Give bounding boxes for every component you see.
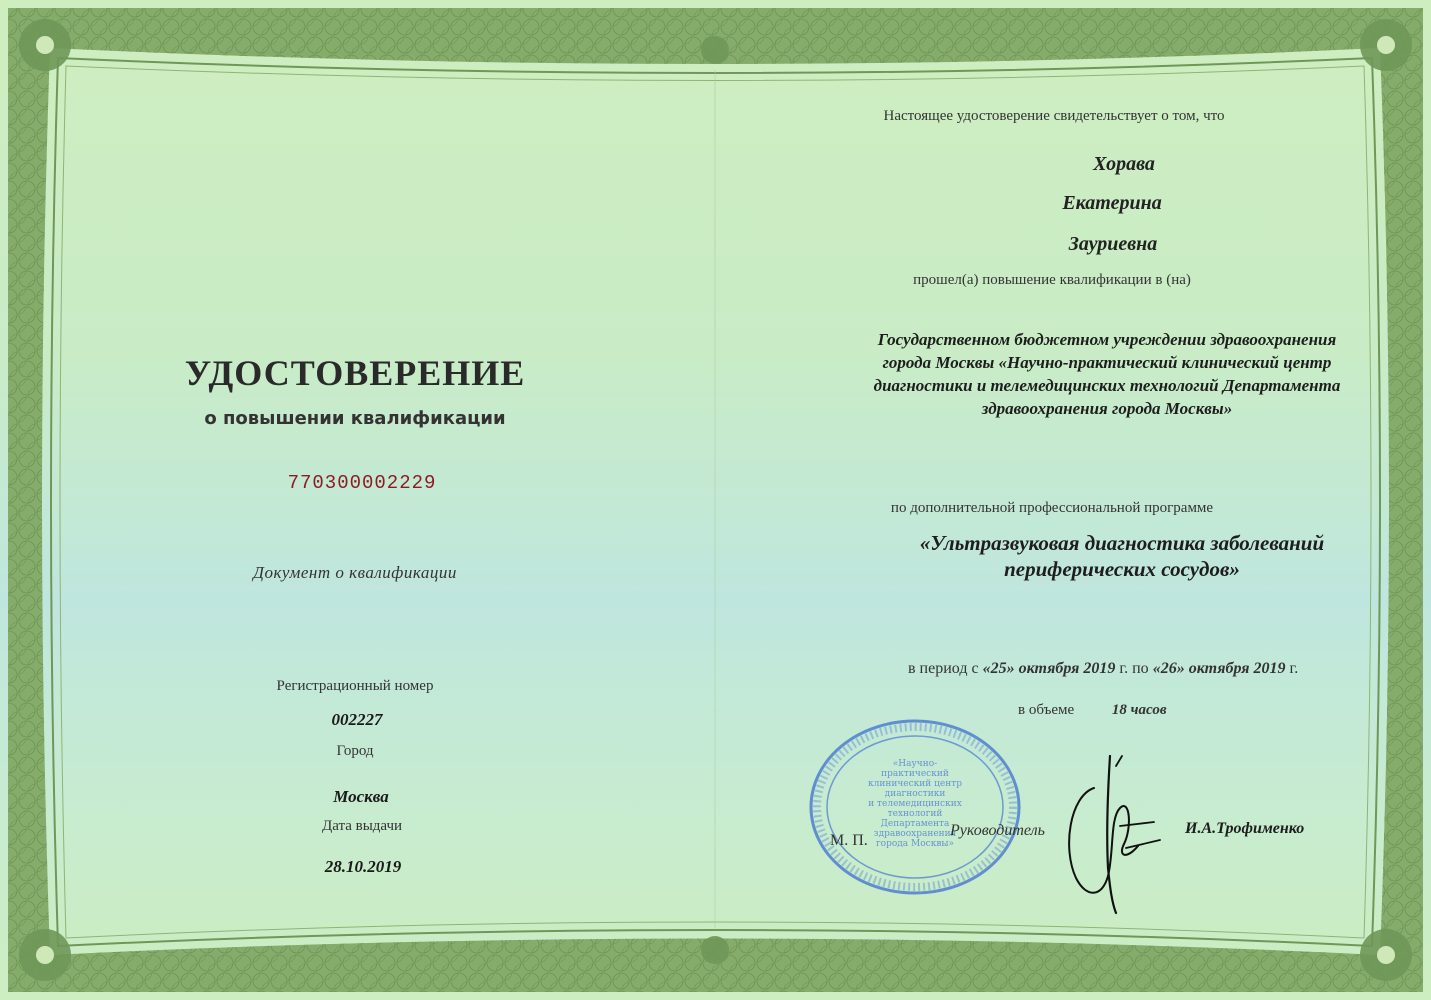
program-line: «Ультразвуковая диагностика заболеваний — [919, 531, 1325, 555]
intro-text: Настоящее удостоверение свидетельствует о том, что — [883, 108, 1225, 124]
holder-surname: Хорава — [1093, 153, 1155, 175]
period-start-month-year: октября 2019 — [1018, 660, 1116, 677]
official-seal-stamp — [808, 718, 1022, 896]
program-label: по дополнительной профессиональной программе — [890, 500, 1214, 516]
volume-value: 18 часов — [1111, 702, 1167, 718]
stamp-line: здравоохранения — [873, 829, 957, 839]
issue-date-label: Дата выдачи — [321, 818, 403, 834]
training-period — [908, 660, 1298, 678]
passed-text: прошел(а) повышение квалификации в (на) — [913, 272, 1191, 288]
organization-line: города Москвы «Научно-практический клинический центр — [882, 353, 1332, 372]
certificate-title: УДОСТОВЕРЕНИЕ — [184, 353, 526, 393]
organization-line: диагностики и телемедицинских технологий Департамента — [873, 376, 1341, 395]
stamp-line: технологий — [887, 809, 943, 819]
holder-patronymic: Зауриевна — [1068, 233, 1158, 255]
period-start-day: «25» — [982, 660, 1015, 677]
city-label: Город — [336, 743, 374, 759]
period-suffix: г. — [1289, 660, 1299, 677]
stamp-line: «Научно- — [892, 759, 938, 769]
period-separator: г. по — [1119, 660, 1149, 677]
organization-name — [874, 328, 1341, 420]
program-name — [920, 530, 1324, 582]
organization-line: Государственном бюджетном учреждении здравоохранения — [877, 330, 1337, 349]
handwritten-signature — [1050, 748, 1170, 918]
stamp-line: города Москвы» — [875, 839, 955, 849]
period-end-month-year: октября 2019 — [1188, 660, 1286, 677]
stamp-line: Департамента — [880, 819, 950, 829]
city-value: Москва — [333, 787, 389, 806]
stamp-line: клинический центр — [868, 779, 962, 789]
document-type: Документ о квалификации — [253, 563, 457, 582]
registration-number: 002227 — [331, 710, 383, 729]
serial-number: 770300002229 — [287, 472, 437, 494]
stamp-place-abbrev: М. П. — [830, 832, 868, 849]
program-line: периферических сосудов» — [1004, 557, 1240, 581]
period-end-day: «26» — [1152, 660, 1185, 677]
period-prefix: в период с — [908, 660, 979, 677]
holder-first-name: Екатерина — [1062, 192, 1162, 214]
head-label: Руководитель — [950, 822, 1045, 839]
certificate-subtitle: о повышении квалификации — [204, 408, 506, 429]
registration-label: Регистрационный номер — [276, 678, 434, 694]
organization-line: здравоохранения города Москвы» — [981, 399, 1233, 418]
head-name: И.А.Трофименко — [1185, 820, 1305, 837]
stamp-line: практический — [881, 769, 949, 779]
training-volume — [1018, 702, 1167, 719]
stamp-line: диагностики — [884, 789, 946, 799]
volume-label: в объеме — [1018, 702, 1075, 718]
stamp-line: и телемедицинских — [868, 799, 962, 809]
issue-date-value: 28.10.2019 — [324, 857, 402, 876]
